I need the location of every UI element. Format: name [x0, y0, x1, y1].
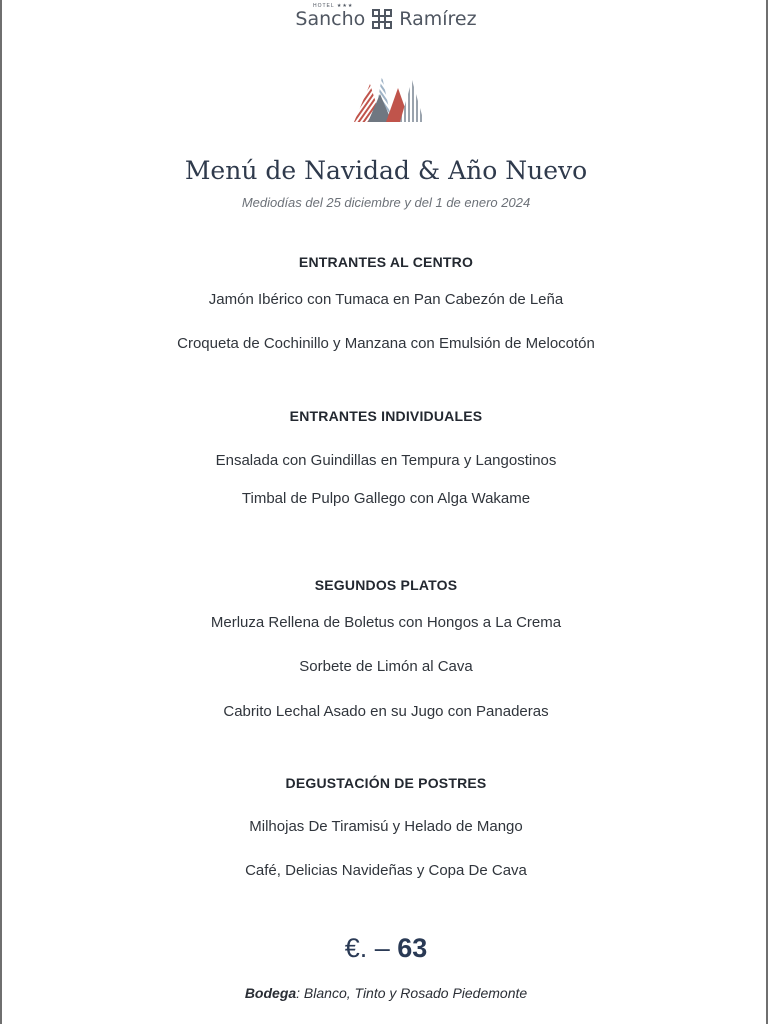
- menu-price: [2, 933, 768, 964]
- section-title-entrantes-centro: ENTRANTES AL CENTRO: [298, 254, 474, 270]
- dish-item: Cabrito Lechal Asado en su Jugo con Panaderas: [223, 703, 549, 720]
- section-title-postres: DEGUSTACIÓN DE POSTRES: [285, 775, 487, 791]
- section-title-segundos-platos: SEGUNDOS PLATOS: [314, 577, 458, 593]
- hotel-logo: [2, 0, 768, 36]
- logo-name-right: Ramírez: [399, 8, 477, 30]
- section-title-entrantes-individuales: ENTRANTES INDIVIDUALES: [289, 408, 483, 424]
- bodega-text: : Blanco, Tinto y Rosado Piedemonte: [296, 985, 528, 1001]
- dish-item: Milhojas De Tiramisú y Helado de Mango: [249, 818, 523, 835]
- logo-hotel-label: HOTEL ★★★: [313, 3, 354, 9]
- menu-subtitle: Mediodías del 25 diciembre y del 1 de enero 2024: [241, 195, 531, 210]
- bodega-label: Bodega: [244, 985, 297, 1001]
- christmas-trees-icon: [352, 74, 426, 124]
- dish-item: Jamón Ibérico con Tumaca en Pan Cabezón de Leña: [208, 291, 564, 308]
- dish-item: Sorbete de Limón al Cava: [299, 658, 473, 675]
- bodega-note: [2, 985, 768, 1001]
- dish-item: Timbal de Pulpo Gallego con Alga Wakame: [241, 490, 531, 507]
- dish-item: Croqueta de Cochinillo y Manzana con Emulsión de Melocotón: [177, 335, 595, 352]
- logo-name-left: Sancho: [295, 8, 366, 30]
- dish-item: Café, Delicias Navideñas y Copa De Cava: [245, 862, 527, 879]
- menu-title: Menú de Navidad & Año Nuevo: [184, 156, 588, 185]
- price-prefix: €. –: [344, 933, 390, 963]
- price-amount: 63: [397, 933, 428, 963]
- dish-item: Ensalada con Guindillas en Tempura y Langostinos: [215, 452, 557, 469]
- dish-item: Merluza Rellena de Boletus con Hongos a La Crema: [210, 614, 562, 631]
- knot-emblem-icon: [369, 6, 395, 32]
